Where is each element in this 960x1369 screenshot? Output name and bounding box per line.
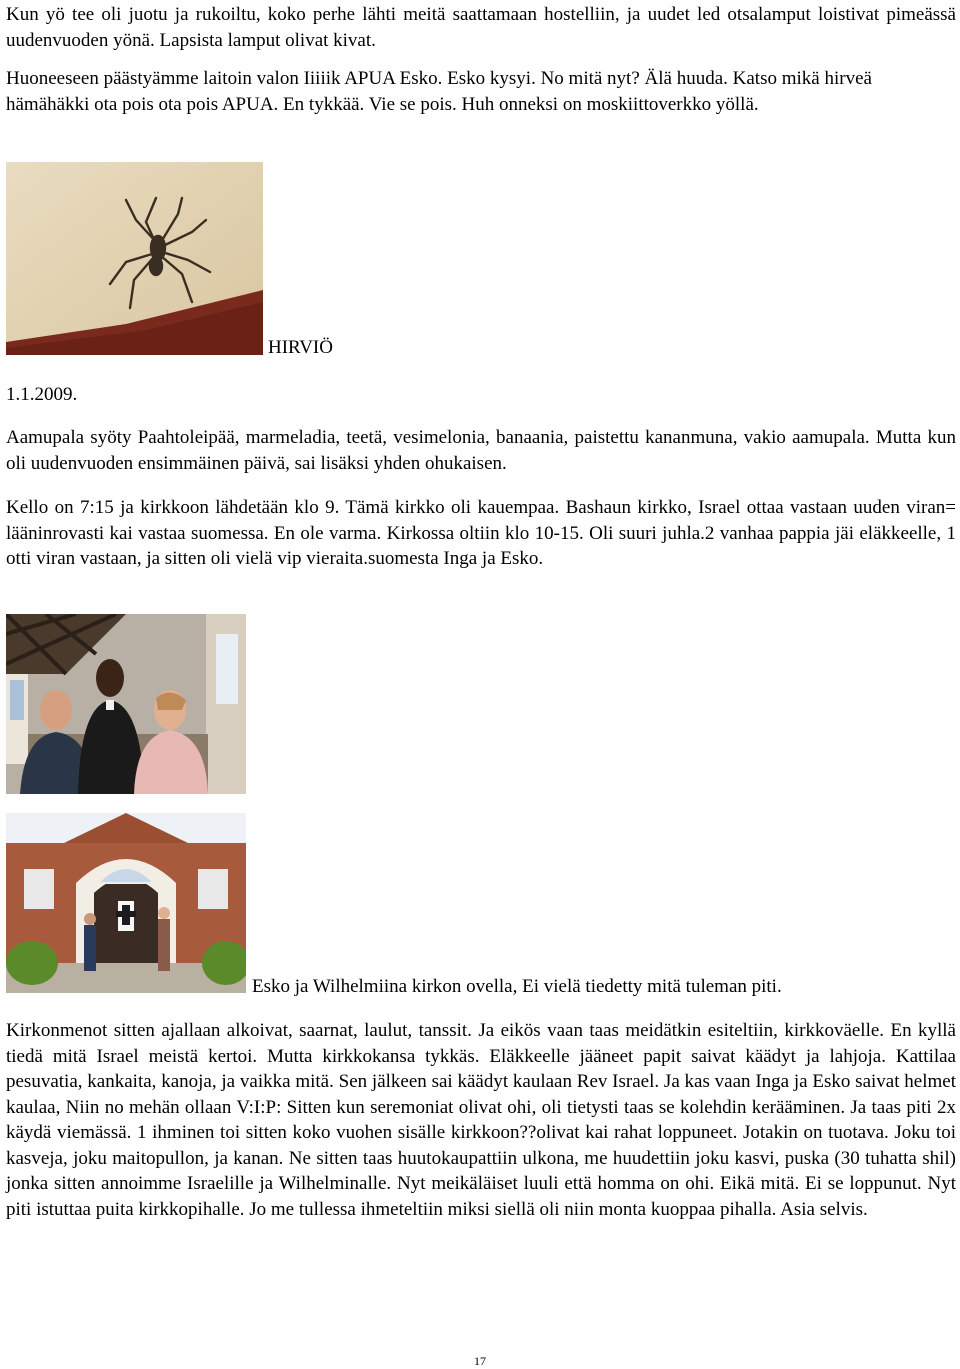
spider-photo [6,162,263,355]
church-caption: Esko ja Wilhelmiina kirkon ovella, Ei vielä tiedetty mitä tuleman piti. [252,976,782,997]
paragraph-breakfast: Aamupala syöty Paahtoleipää, marmeladia, teetä, vesimelonia, banaania, paistettu kananmuna, vakio aamupala. Mutta kun oli uudenvuoden ensimmäinen päivä, sai lisäksi yhden ohukaisen. [6,427,956,474]
group-photo [6,614,246,794]
paragraph-lamps: Kun yö tee oli juotu ja rukoiltu, koko perhe lähti meitä saattamaan hostelliin, ja uudet led otsalamput loistivat pimeässä uudenvuoden yönä. Lapsista lamput olivat kivat. [6,4,956,51]
paragraph-church-trip: Kello on 7:15 ja kirkkoon lähdetään klo 9. Tämä kirkko oli kauempaa. Bashaun kirkko, Israel ottaa vastaan uuden viran= lääninrovasti kai vastaa suomessa. En ole varma. Kirkossa oltiin klo 10-15. Oli suuri juhla.2 vanhaa pappia jäi eläkkeelle, 1 otti viran vastaan, ja sitten oli vielä vip vieraita.suomesta Inga ja Esko. [6,497,956,569]
paragraph-spider: Huoneeseen päästyämme laitoin valon Iiiiik APUA Esko. Esko kysyi. No mitä nyt? Älä huuda. Katso mikä hirveä hämähäkki ota pois ota pois APUA. En tykkää. Vie se pois. Huh onneksi on moskiittoverkko yöllä. [6,68,872,115]
spider-caption: HIRVIÖ [268,337,333,358]
church-photo [6,813,246,993]
date-heading: 1.1.2009. [6,384,78,405]
paragraph-ceremony: Kirkonmenot sitten ajallaan alkoivat, saarnat, laulut, tanssit. Ja eikös vaan taas meidätkin esiteltiin, kirkkoväelle. En kyllä tiedä mitä Israel meistä kertoi. Mutta kirkkokansa tykkäs. Eläkkeelle jääneet papit saivat käädyt ja lahjoja. Kattilaa pesuvatia, kankaita, kanoja, ja vaikka mitä. Sen jälkeen sai käädyt kaulaan Rev Israel. Ja kas vaan Inga ja Esko saivat helmet kaulaa, Niin no mehän ollaan V:I:P: Sitten kun seremoniat olivat ohi, oli tietysti taas se kolehdin kerääminen. Ja taas piti 2x käydä viemässä. 1 ihminen toi sitten koko vuohen sisälle kirkkoon??olivat kai rahat loppuneet. Jotakin on tuotava. Joku toi kasveja, joku maitopullon, ja kanan. Ne sitten taas huutokaupattiin ulkona, me huudettiin joku kasvi, puska (30 tuhatta shil) jonka sitten annoimme Israelille ja Wilhelminalle. Nyt meikäläiset luuli että homma on ohi. Eikä mitä. Ei se loppunut. Nyt piti istuttaa puita kirkkopihalle. Jo me tullessa ihmeteltiin miksi siellä oli niin monta kuoppaa pihalla. Asia selvis. [6,1020,956,1220]
page-number: 17 [474,1354,486,1368]
